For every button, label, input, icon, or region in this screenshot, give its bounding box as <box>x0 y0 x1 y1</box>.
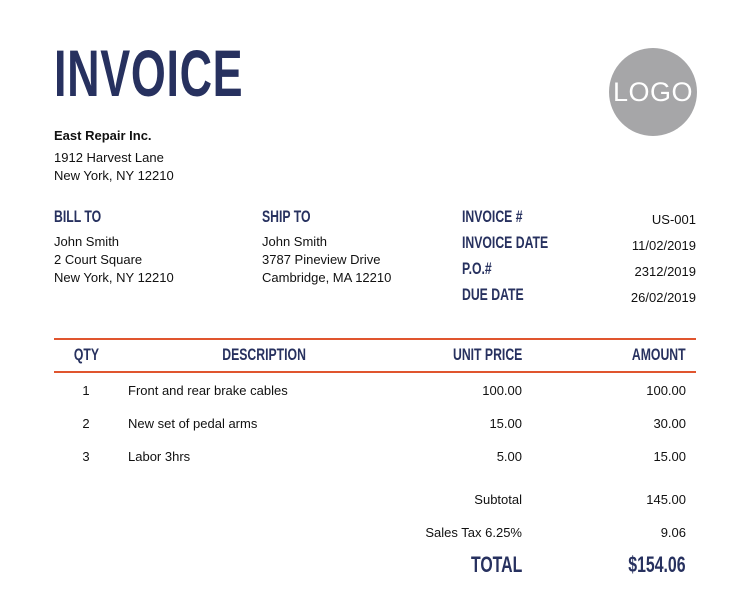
logo-text: LOGO <box>612 76 694 107</box>
header-amount-label: AMOUNT <box>632 345 686 364</box>
sales-tax-label: Sales Tax 6.25% <box>425 525 522 540</box>
total-label <box>402 553 522 577</box>
table-header-rule <box>54 371 696 373</box>
bill-to-heading: BILL TO <box>54 207 102 226</box>
table-top-rule <box>54 338 696 340</box>
row-qty: 1 <box>82 383 90 398</box>
company-address-line1: 1912 Harvest Lane <box>54 150 164 165</box>
header-unit-price <box>402 346 522 364</box>
invoice-date-label: INVOICE DATE <box>462 233 549 252</box>
row-unit-price: 15.00 <box>489 416 522 431</box>
total-label-text: TOTAL <box>470 552 522 577</box>
total-value <box>546 553 686 577</box>
row-qty: 2 <box>82 416 90 431</box>
row-description: New set of pedal arms <box>128 416 258 431</box>
bill-to-address-line1: 2 Court Square <box>54 252 143 267</box>
bill-to-name: John Smith <box>54 234 120 249</box>
row-amount: 30.00 <box>653 416 686 431</box>
row-description: Front and rear brake cables <box>128 383 288 398</box>
ship-to-name: John Smith <box>262 234 328 249</box>
invoice-number-label: INVOICE # <box>462 207 523 226</box>
header-description-label: DESCRIPTION <box>222 345 306 364</box>
row-description: Labor 3hrs <box>128 449 191 464</box>
row-amount: 100.00 <box>646 383 686 398</box>
row-unit-price: 100.00 <box>482 383 522 398</box>
bill-to-address-line2: New York, NY 12210 <box>54 270 174 285</box>
ship-to-heading: SHIP TO <box>262 207 311 226</box>
header-unit-price-label: UNIT PRICE <box>452 345 522 364</box>
header-qty <box>54 346 118 364</box>
due-date-value: 26/02/2019 <box>630 290 696 305</box>
row-amount: 15.00 <box>653 449 686 464</box>
invoice-number-value: US-001 <box>651 212 696 227</box>
header-amount <box>566 346 686 364</box>
sales-tax-value: 9.06 <box>660 525 686 540</box>
subtotal-value: 145.00 <box>646 492 686 507</box>
header-description <box>164 346 364 364</box>
invoice-title: INVOICE <box>54 36 244 110</box>
due-date-label: DUE DATE <box>462 285 524 304</box>
row-unit-price: 5.00 <box>496 449 522 464</box>
ship-to-address-line2: Cambridge, MA 12210 <box>262 270 392 285</box>
subtotal-label: Subtotal <box>474 492 522 507</box>
ship-to-address-line1: 3787 Pineview Drive <box>262 252 381 267</box>
company-address-line2: New York, NY 12210 <box>54 168 174 183</box>
total-value-text: $154.06 <box>628 552 686 577</box>
invoice-date-value: 11/02/2019 <box>631 238 696 253</box>
po-number-value: 2312/2019 <box>634 264 696 279</box>
row-qty: 3 <box>82 449 90 464</box>
company-name: East Repair Inc. <box>54 128 152 143</box>
po-number-label: P.O.# <box>462 259 492 278</box>
logo <box>609 48 697 136</box>
header-qty-label: QTY <box>73 345 99 364</box>
